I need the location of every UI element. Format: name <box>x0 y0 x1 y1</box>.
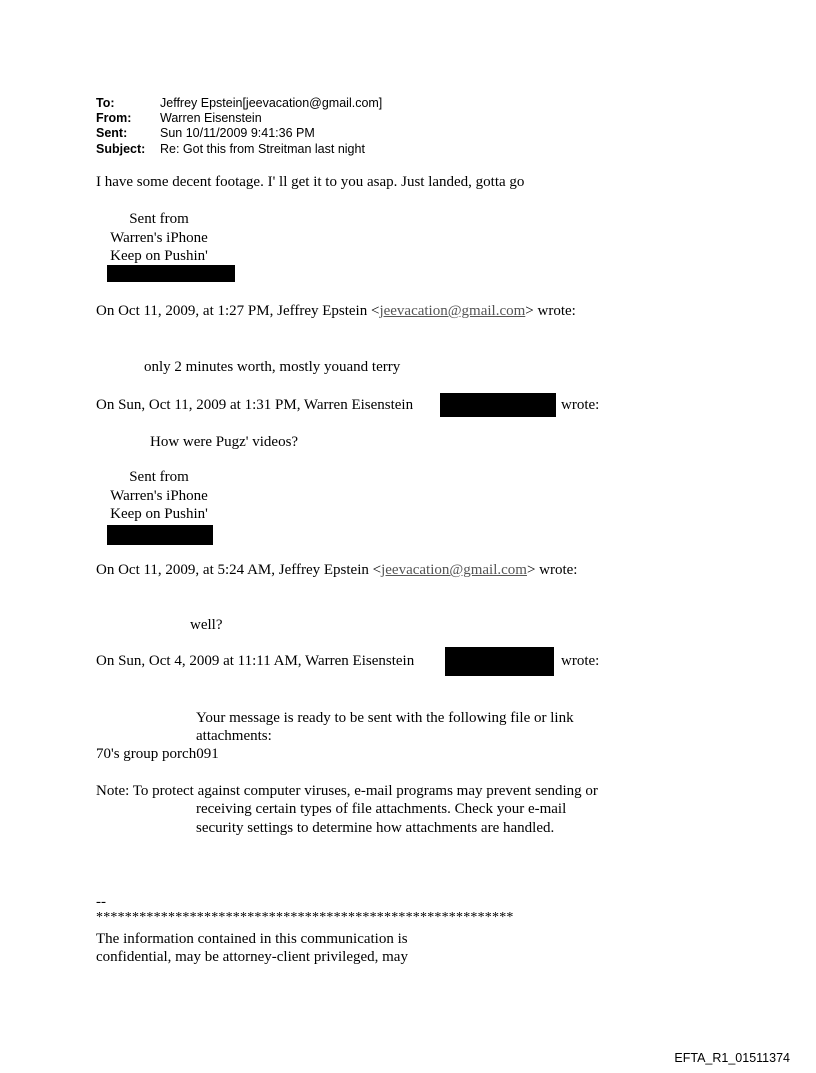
quote2-prefix: On Sun, Oct 11, 2009 at 1:31 PM, Warren Eisenstein <box>96 397 414 413</box>
message-line-2: attachments: <box>196 728 272 744</box>
quote4-suffix: wrote: <box>561 653 600 669</box>
redaction-box <box>445 647 554 676</box>
reply-2: How were Pugz' videos? <box>150 434 299 450</box>
sig1-line-a: Sent from <box>129 211 189 227</box>
note-line-3: security settings to determine how attachments are handled. <box>196 820 555 836</box>
header-sent <box>96 126 315 140</box>
reply-1: only 2 minutes worth, mostly youand terry <box>144 359 401 375</box>
sig1-line-c: Keep on Pushin' <box>110 248 208 264</box>
separator-stars: ********************************************************** <box>96 910 514 925</box>
quote2-suffix: wrote: <box>561 397 600 413</box>
from-value: Warren Eisenstein <box>160 111 262 125</box>
attachment-name: 70's group porch091 <box>96 746 219 762</box>
signature-2 <box>104 468 214 524</box>
header-from <box>96 111 262 125</box>
sig1-line-b: Warren's iPhone <box>110 229 208 246</box>
redaction-box <box>440 393 556 417</box>
sent-label: Sent: <box>96 126 128 140</box>
redaction-box <box>107 525 213 545</box>
redaction-box <box>107 265 235 282</box>
quote1-email-link[interactable]: jeevacation@gmail.com <box>379 303 526 319</box>
subject-value: Re: Got this from Streitman last night <box>160 142 365 156</box>
signature-1 <box>104 210 214 266</box>
note-line-1: Note: To protect against computer viruses, e-mail programs may prevent sending or <box>96 783 598 799</box>
quote3-prefix: On Oct 11, 2009, at 5:24 AM, Jeffrey Epstein < <box>96 562 382 578</box>
separator-dashes: -- <box>96 894 106 910</box>
disclaimer-line-1: The information contained in this communication is <box>96 931 408 947</box>
document-id: EFTA_R1_01511374 <box>674 1051 790 1065</box>
to-value: Jeffrey Epstein[jeevacation@gmail.com] <box>160 96 383 110</box>
quote3-email-link[interactable]: jeevacation@gmail.com <box>381 562 527 578</box>
quote3-suffix: > wrote: <box>526 562 578 578</box>
to-label: To: <box>96 96 115 110</box>
message-line-1: Your message is ready to be sent with the following file or link <box>196 710 574 726</box>
sig2-line-c: Keep on Pushin' <box>110 506 208 522</box>
sig2-line-b: Warren's iPhone <box>110 487 208 504</box>
disclaimer-line-2: confidential, may be attorney-client privileged, may <box>96 949 408 965</box>
body-line-1: I have some decent footage. I' ll get it to you asap. Just landed, gotta go <box>96 174 525 190</box>
quote1-suffix: > wrote: <box>525 303 576 319</box>
from-label: From: <box>96 111 132 125</box>
quote1-prefix: On Oct 11, 2009, at 1:27 PM, Jeffrey Epstein < <box>96 303 380 319</box>
header-subject <box>96 142 365 156</box>
quote4-prefix: On Sun, Oct 4, 2009 at 11:11 AM, Warren Eisenstein <box>96 653 415 669</box>
sig2-line-a: Sent from <box>129 469 189 485</box>
sent-value: Sun 10/11/2009 9:41:36 PM <box>160 126 315 140</box>
note-line-2: receiving certain types of file attachments. Check your e-mail <box>196 801 567 817</box>
quote-header-3 <box>96 561 577 579</box>
quote-header-1 <box>96 302 576 320</box>
subject-label: Subject: <box>96 142 146 156</box>
header-to <box>96 96 382 110</box>
reply-3: well? <box>190 617 223 633</box>
